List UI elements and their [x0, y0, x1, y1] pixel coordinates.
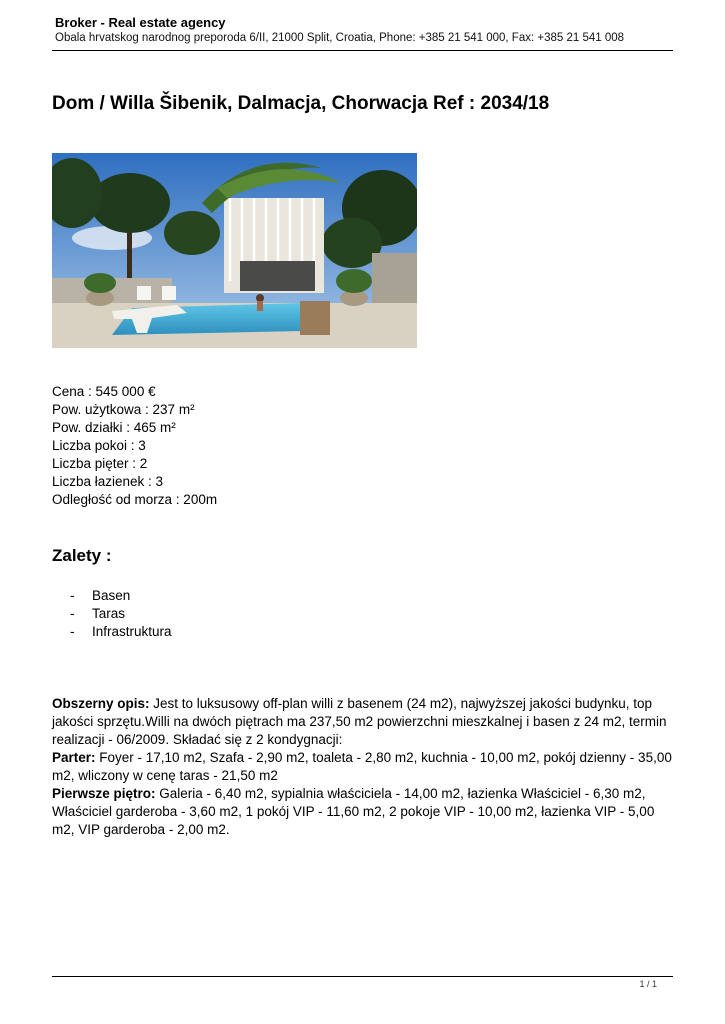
spec-sea-distance: Odległość od morza : 200m [52, 492, 218, 507]
spec-plot-area: Pow. działki : 465 m² [52, 420, 176, 435]
property-description [52, 695, 672, 839]
spec-living-area: Pow. użytkowa : 237 m² [52, 402, 195, 417]
advantage-label: Infrastruktura [92, 624, 172, 639]
advantage-label: Basen [92, 588, 131, 603]
first-floor-text: Galeria - 6,40 m2, sypialnia właściciela - 14,00 m2, łazienka Właściciel - 6,30 m2, Właściciel garderoba - 3,60 m2, 1 pokój VIP - 11,60 m2, 2 pokoje VIP - 10,00 m2, łazienka VIP - 5,00 m2, VIP garderoba - 2,00 m2. [52, 786, 655, 837]
ground-floor-label: Parter: [52, 750, 96, 765]
list-dash: - [70, 588, 75, 603]
list-item [70, 623, 172, 641]
description-text: Jest to luksusowy off-plan willi z basenem (24 m2), najwyższej jakości budynku, top jakości sprzętu.Willi na dwóch piętrach ma 237,50 m2 powierzchni mieszkalnej i basen z 24 m2, termin realizacji - 06/2009. Składać się z 2 kondygnacji: [52, 696, 667, 747]
spec-bathrooms: Liczba łazienek : 3 [52, 474, 164, 489]
header-divider [52, 50, 673, 51]
list-dash: - [70, 624, 75, 639]
list-item [70, 605, 172, 623]
page-number: 1 / 1 [639, 979, 657, 989]
spec-price: Cena : 545 000 € [52, 384, 156, 399]
spec-rooms: Liczba pokoi : 3 [52, 438, 146, 453]
property-photo [52, 153, 417, 348]
advantage-label: Taras [92, 606, 126, 621]
list-dash: - [70, 606, 75, 621]
document-header [55, 15, 673, 46]
company-name: Broker - Real estate agency [55, 15, 226, 30]
list-item [70, 587, 172, 605]
footer-divider [52, 976, 673, 977]
advantages-list [70, 587, 172, 641]
description-label: Obszerny opis: [52, 696, 150, 711]
property-specs [52, 383, 217, 509]
advantages-heading: Zalety : [52, 546, 112, 565]
ground-floor-text: Foyer - 17,10 m2, Szafa - 2,90 m2, toaleta - 2,80 m2, kuchnia - 10,00 m2, pokój dzienny - 35,00 m2, wliczony w cenę taras - 21,50 m2 [52, 750, 672, 783]
company-address: Obala hrvatskog narodnog preporoda 6/II, 21000 Split, Croatia, Phone: +385 21 541 000, Fax: +385 21 541 008 [55, 32, 625, 44]
property-title: Dom / Willa Šibenik, Dalmacja, Chorwacja Ref : 2034/18 [52, 93, 550, 114]
spec-floors: Liczba pięter : 2 [52, 456, 148, 471]
first-floor-label: Pierwsze piętro: [52, 786, 156, 801]
